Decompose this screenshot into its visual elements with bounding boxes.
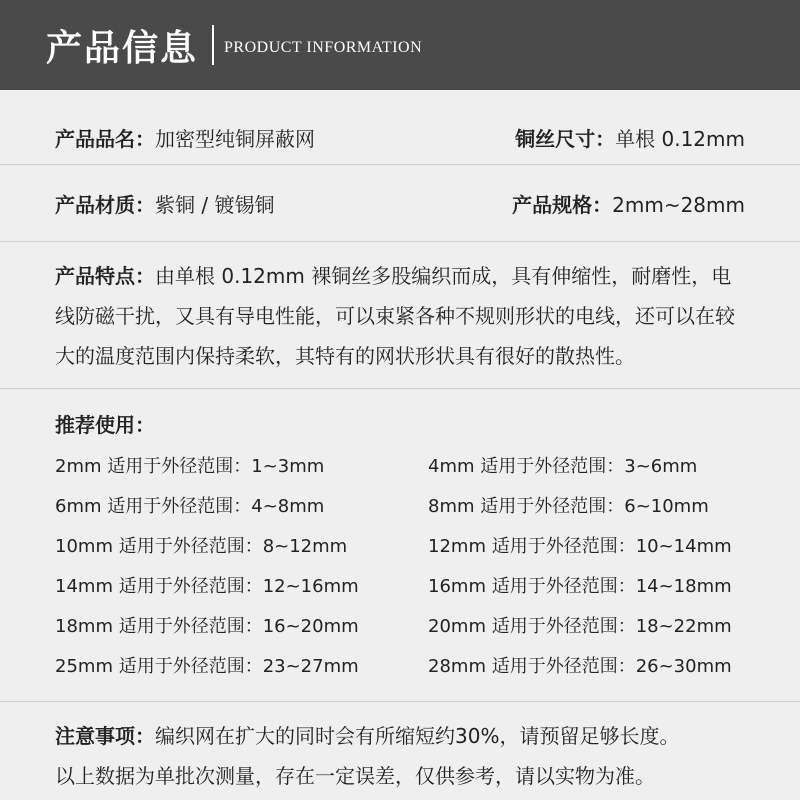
usage-item: 12mm 适用于外径范围：10~14mm	[428, 536, 732, 557]
usage-item: 14mm 适用于外径范围：12~16mm	[55, 576, 359, 597]
features-text: 由单根 0.12mm 裸铜丝多股编织而成，具有伸缩性，耐磨性，电线防磁干扰，又具有导电性能，可以束紧各种不规则形状的电线，还可以在较大的温度范围内保持柔软，其特有的网状形状具有很好的散热性。	[55, 264, 735, 368]
features-section	[0, 242, 800, 389]
features-label: 产品特点：	[55, 264, 155, 288]
usage-grid	[55, 447, 745, 687]
info-row-material-spec	[0, 165, 800, 242]
usage-item: 4mm 适用于外径范围：3~6mm	[428, 456, 698, 477]
notes-line-1	[55, 716, 745, 756]
material-label: 产品材质：	[55, 192, 155, 217]
notes-text-2: 以上数据为单批次测量，存在一定误差，仅供参考，请以实物为准。	[55, 764, 655, 788]
usage-item: 8mm 适用于外径范围：6~10mm	[428, 496, 709, 517]
usage-section	[0, 389, 800, 687]
usage-item: 2mm 适用于外径范围：1~3mm	[55, 456, 325, 477]
notes-text-1: 编织网在扩大的同时会有所缩短约30%，请预留足够长度。	[155, 724, 680, 748]
info-row-name-wire	[0, 110, 800, 165]
usage-item: 18mm 适用于外径范围：16~20mm	[55, 616, 359, 637]
usage-item: 28mm 适用于外径范围：26~30mm	[428, 656, 732, 677]
header-banner	[0, 0, 800, 90]
page-title: 产品信息	[46, 27, 199, 69]
wire-size-label: 铜丝尺寸：	[515, 126, 616, 151]
wire-size-field	[515, 123, 745, 152]
usage-item: 20mm 适用于外径范围：18~22mm	[428, 616, 732, 637]
usage-item: 16mm 适用于外径范围：14~18mm	[428, 576, 732, 597]
product-name-value: 加密型纯铜屏蔽网	[155, 126, 315, 151]
title-divider	[212, 25, 214, 65]
notes-section	[0, 701, 800, 796]
wire-size-value: 单根 0.12mm	[615, 126, 745, 151]
page-subtitle: PRODUCT INFORMATION	[224, 39, 423, 56]
product-name-label: 产品品名：	[55, 126, 155, 151]
material-value: 紫铜 / 镀锡铜	[155, 192, 275, 217]
usage-item: 10mm 适用于外径范围：8~12mm	[55, 536, 348, 557]
usage-item: 25mm 适用于外径范围：23~27mm	[55, 656, 359, 677]
spec-label: 产品规格：	[512, 192, 613, 217]
spec-value: 2mm~28mm	[612, 192, 745, 217]
usage-item: 6mm 适用于外径范围：4~8mm	[55, 496, 325, 517]
material-field	[55, 189, 274, 218]
spec-field	[512, 189, 745, 218]
product-name-field	[55, 123, 315, 152]
notes-label: 注意事项：	[55, 724, 155, 748]
usage-title: 推荐使用：	[55, 413, 155, 437]
